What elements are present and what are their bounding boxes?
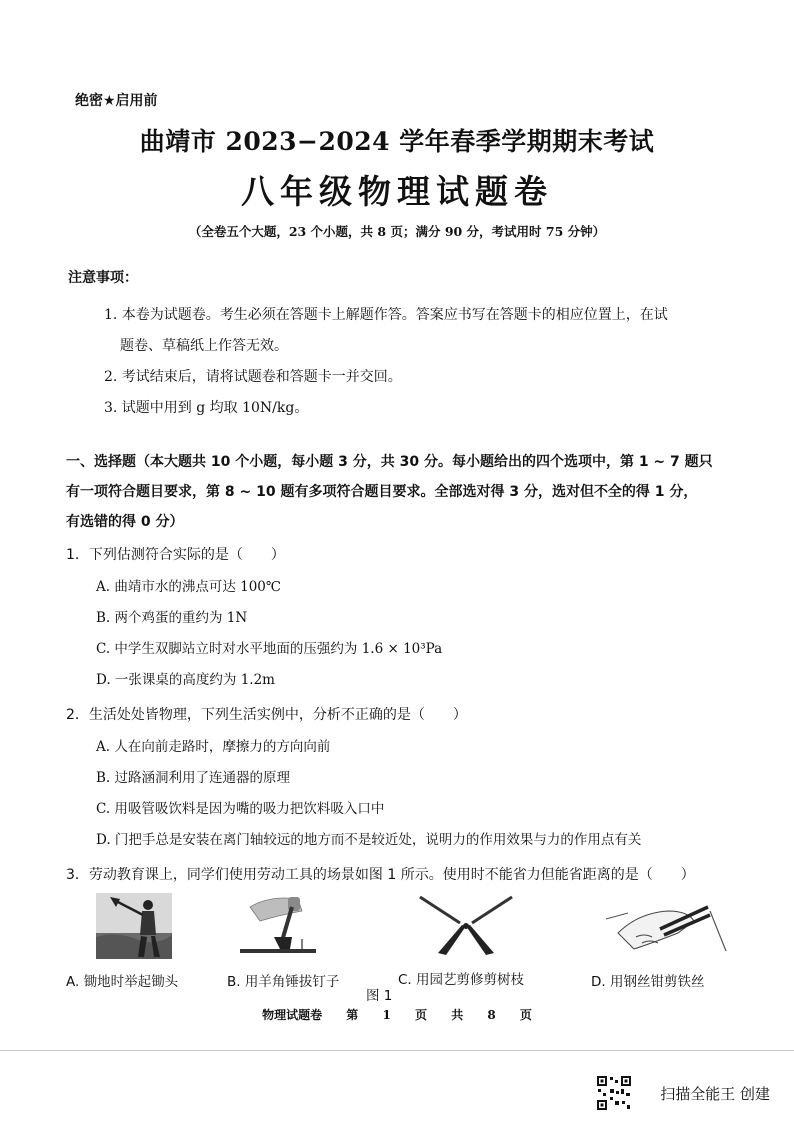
qr-code-icon — [596, 1075, 632, 1111]
secret-label: 绝密★启用前 — [75, 93, 158, 109]
question-2-option-c: C. 用吸管吸饮料是因为嘴的吸力把饮料吸入口中 — [96, 801, 385, 817]
footer-page: 第 1 页 — [346, 1008, 427, 1022]
figure-label: 图 1 — [366, 988, 393, 1004]
question-2-option-d: D. 门把手总是安装在离门轴较远的地方而不是较近处，说明力的作用效果与力的作用点有关 — [96, 832, 642, 848]
exam-title: 曲靖市 2023−2024 学年春季学期期末考试 — [139, 127, 655, 156]
question-2-option-b: B. 过路涵洞利用了连通器的原理 — [96, 770, 291, 786]
question-3-caption-a: A. 锄地时举起锄头 — [66, 974, 179, 990]
question-1-stem: 1．下列估测符合实际的是（ ） — [66, 547, 285, 563]
scanner-watermark: 扫描全能王 创建 — [660, 1085, 770, 1103]
note-item-2: 2. 考试结束后，请将试题卷和答题卡一并交回。 — [104, 369, 402, 385]
footer-total: 共 8 页 — [451, 1008, 532, 1022]
page-footer — [0, 1006, 794, 1023]
note-item-1-cont: 题卷、草稿纸上作答无效。 — [120, 338, 288, 354]
claw-hammer-figure — [240, 893, 316, 959]
garden-shears-figure — [416, 893, 516, 959]
section1-line-2: 有一项符合题目要求，第 8 ~ 10 题有多项符合题目要求。全部选对得 3 分，选对但不全的得 1 分， — [66, 484, 698, 500]
question-2-stem: 2．生活处处皆物理，下列生活实例中，分析不正确的是（ ） — [66, 707, 467, 723]
question-1-option-d: D. 一张课桌的高度约为 1.2m — [96, 672, 275, 688]
question-1-option-c: C. 中学生双脚站立时对水平地面的压强约为 1.6 × 10³Pa — [96, 641, 443, 657]
question-3-caption-c: C. 用园艺剪修剪树枝 — [398, 972, 525, 988]
hoe-lifting-figure — [96, 893, 172, 959]
note-item-1: 1. 本卷为试题卷。考生必须在答题卡上解题作答。答案应书写在答题卡的相应位置上，在试 — [104, 307, 668, 323]
exam-name: 八年级物理试题卷 — [241, 172, 553, 211]
question-2-option-a: A. 人在向前走路时，摩擦力的方向向前 — [96, 739, 331, 755]
wire-pliers-figure — [598, 893, 728, 959]
exam-subtitle: （全卷五个大题，23 个小题，共 8 页；满分 90 分，考试用时 75 分钟） — [188, 224, 606, 239]
page-divider — [0, 1050, 794, 1051]
section1-line-3: 有选错的得 0 分） — [66, 514, 184, 530]
section1-line-1: 一、选择题（本大题共 10 个小题，每小题 3 分，共 30 分。每小题给出的四个选项中，第 1 ~ 7 题只 — [66, 454, 713, 470]
question-1-option-a: A. 曲靖市水的沸点可达 100℃ — [96, 579, 281, 595]
notes-title: 注意事项： — [68, 270, 138, 286]
question-1-option-b: B. 两个鸡蛋的重约为 1N — [96, 610, 248, 626]
question-3-caption-b: B. 用羊角锤拔钉子 — [227, 974, 340, 990]
footer-subject: 物理试题卷 — [262, 1008, 323, 1022]
question-3-stem: 3．劳动教育课上，同学们使用劳动工具的场景如图 1 所示。使用时不能省力但能省距离的是（ ） — [66, 867, 695, 883]
question-3-caption-d: D. 用钢丝钳剪铁丝 — [591, 974, 705, 990]
note-item-3: 3. 试题中用到 g 均取 10N/kg。 — [104, 400, 309, 416]
